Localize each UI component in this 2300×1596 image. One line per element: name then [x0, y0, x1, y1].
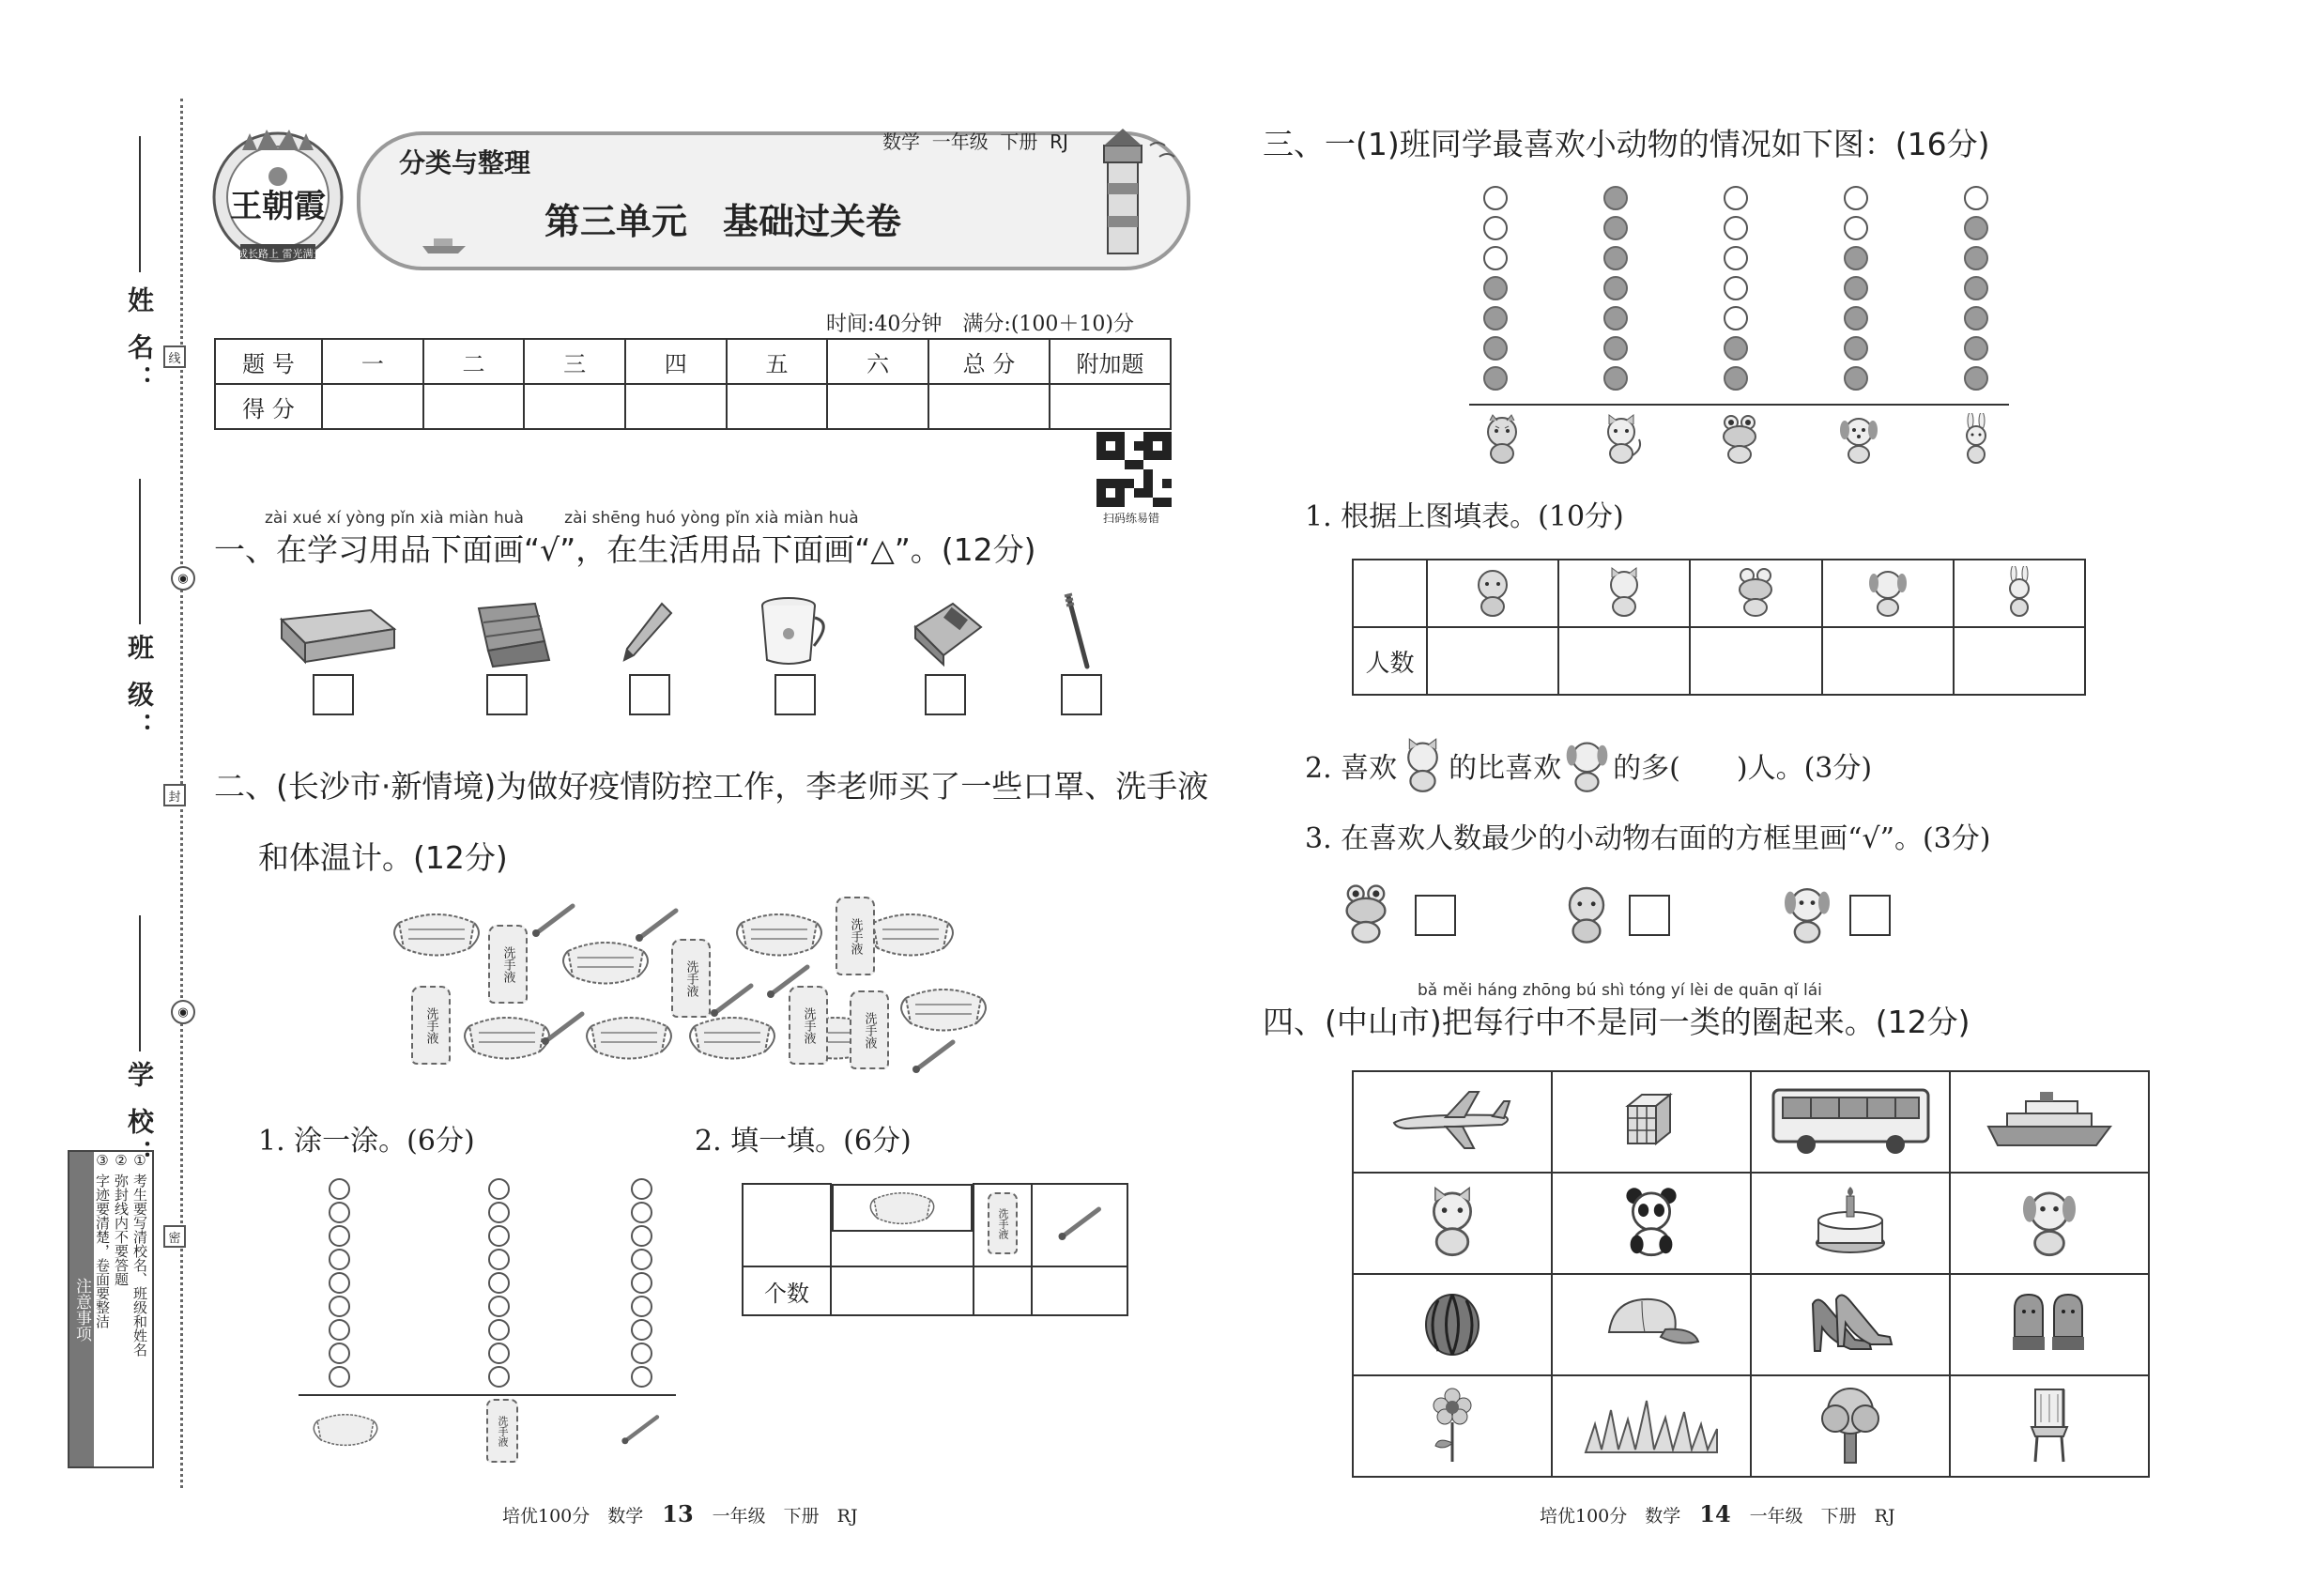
score-row-label: 得 分 — [215, 384, 322, 429]
high-heels-icon — [1803, 1285, 1897, 1360]
dog-icon — [1835, 413, 1882, 465]
cat-icon — [1598, 413, 1645, 465]
notice-item: ③ 字迹要清楚，卷面要整洁 — [94, 1152, 111, 1328]
q2-tally-circle[interactable] — [329, 1296, 350, 1317]
thermometer-icon — [620, 1413, 662, 1446]
thermometer-icon — [1054, 1205, 1106, 1242]
q3-circle-frog — [1724, 366, 1748, 391]
q1-answer-box[interactable] — [774, 674, 816, 715]
q1-answer-box[interactable] — [925, 674, 966, 715]
q3-count-cell[interactable] — [1822, 627, 1954, 695]
q2-sub1: 1. 涂一涂。(6分) — [258, 1125, 475, 1158]
q3-circle-cat — [1603, 336, 1628, 361]
q4-cell-chair[interactable] — [1950, 1375, 2149, 1477]
q4-cell-rubik-cube[interactable] — [1552, 1071, 1751, 1173]
q3-circle-cat — [1603, 306, 1628, 330]
q3-circle-rabbit — [1964, 246, 1988, 270]
q3-table-rabbit — [1954, 560, 2085, 627]
q3-table — [1352, 559, 2086, 696]
bottle-icon: 洗手液 — [836, 897, 875, 975]
pencil-icon — [620, 599, 676, 665]
q4-cell-mittens[interactable] — [1950, 1274, 2149, 1375]
q2-table-corner — [743, 1184, 831, 1266]
frog-icon — [1338, 882, 1394, 944]
q2-count-cell[interactable] — [1032, 1266, 1127, 1315]
score-cell[interactable] — [727, 384, 828, 429]
q3-circle-dog — [1844, 336, 1868, 361]
q4-cell-tree[interactable] — [1751, 1375, 1950, 1477]
school-fill-line[interactable] — [139, 915, 141, 1051]
q3-baseline — [1469, 404, 2009, 406]
q4-cell-grass[interactable] — [1552, 1375, 1751, 1477]
pencil-case-icon — [277, 601, 399, 667]
q3-circle-tiger — [1483, 276, 1508, 300]
ship-icon — [421, 235, 468, 255]
q4-cell-high-heels[interactable] — [1751, 1274, 1950, 1375]
q4-cell-dog[interactable] — [1950, 1173, 2149, 1274]
q3-circle-cat — [1603, 276, 1628, 300]
q3-circle-frog — [1724, 336, 1748, 361]
q2-tally-circle[interactable] — [329, 1225, 350, 1247]
q3-row-label: 人数 — [1353, 627, 1427, 695]
q2-table-mask — [832, 1184, 973, 1232]
bottle-icon: 洗手液 — [850, 990, 889, 1069]
cat-icon — [1397, 737, 1449, 793]
thermometer-icon — [709, 981, 756, 1019]
q2-tally-circle[interactable] — [329, 1249, 350, 1270]
brand-name: 王朝霞 — [230, 188, 326, 225]
score-cell[interactable] — [524, 384, 625, 429]
q3-circle-tiger — [1483, 216, 1508, 240]
q2-count-label: 个数 — [743, 1266, 831, 1315]
score-cell[interactable] — [1050, 384, 1171, 429]
q2-tally-circle[interactable] — [329, 1366, 350, 1388]
q3-circle-rabbit — [1964, 336, 1988, 361]
q2-tally-circle[interactable] — [329, 1202, 350, 1223]
mask-icon — [897, 981, 990, 1037]
seal-mark: ◉ — [171, 566, 195, 591]
q3-count-cell[interactable] — [1954, 627, 2085, 695]
score-cell[interactable] — [928, 384, 1050, 429]
q2-tally-circle[interactable] — [329, 1319, 350, 1341]
footer-grade: 一年级 下册 RJ — [1749, 1506, 1895, 1527]
ship-icon — [1984, 1087, 2115, 1153]
q3-sub3: 3. 在喜欢人数最少的小动物右面的方框里画“√”。(3分) — [1305, 822, 1991, 855]
grass-icon — [1581, 1391, 1722, 1457]
rabbit-icon — [1953, 413, 2000, 465]
dog-icon — [1779, 882, 1835, 944]
q2-circle-columns[interactable] — [300, 1178, 695, 1394]
footer-right — [1540, 1500, 1895, 1527]
cap-icon — [1600, 1290, 1703, 1356]
q1-answer-box[interactable] — [313, 674, 354, 715]
q3-circle-dog — [1844, 246, 1868, 270]
q3-sub2-part1: 2. 喜欢 — [1305, 752, 1398, 785]
time-info: 时间:40分钟 满分:(100＋10)分 — [826, 313, 1134, 336]
q3-circle-rabbit — [1964, 306, 1988, 330]
class-label: 班 级： — [124, 634, 155, 744]
q3-check-box-dog[interactable] — [1849, 895, 1891, 936]
q4-cell-panda[interactable] — [1552, 1173, 1751, 1274]
qr-caption: 扫码练易错 — [1103, 512, 1160, 525]
score-header: 二 — [423, 339, 525, 384]
notice-title: 注意事项 — [69, 1152, 94, 1466]
q4-cell-cake[interactable] — [1751, 1173, 1950, 1274]
seal-mark: ◉ — [171, 1000, 195, 1024]
toothbrush-icon — [1059, 591, 1096, 671]
q2-baseline — [299, 1394, 676, 1396]
q3-circle-dog — [1844, 216, 1868, 240]
q2-tally-circle[interactable] — [329, 1178, 350, 1200]
q3-check-box-frog[interactable] — [1415, 895, 1456, 936]
tiger-icon — [1469, 566, 1516, 618]
q3-circle-dog — [1844, 186, 1868, 210]
q3-circle-frog — [1724, 306, 1748, 330]
q2-tally-circle[interactable] — [488, 1343, 510, 1364]
name-fill-line[interactable] — [139, 136, 141, 272]
thermometer-icon — [634, 906, 681, 944]
notice-item: ② 弥封线内不要答题 — [113, 1152, 130, 1286]
page-title: 第三单元 基础过关卷 — [544, 201, 902, 242]
q3-circle-dog — [1844, 276, 1868, 300]
q2-tally-circle[interactable] — [631, 1178, 652, 1200]
thermometer-icon — [911, 1037, 958, 1075]
towel-icon — [469, 599, 554, 669]
dog-icon — [2016, 1185, 2082, 1258]
q2-tally-circle[interactable] — [488, 1178, 510, 1200]
q1-answer-box[interactable] — [1061, 674, 1102, 715]
page-number: 14 — [1699, 1500, 1731, 1527]
eraser-icon — [906, 599, 986, 669]
mask-icon — [864, 906, 958, 962]
q2-table-bottle — [974, 1184, 1032, 1266]
q3-table-tiger — [1427, 560, 1558, 627]
bottle-icon: 洗手液 — [789, 986, 828, 1065]
q3-circle-dog — [1844, 306, 1868, 330]
tiger-icon — [1558, 882, 1615, 944]
q3-check-box-tiger[interactable] — [1629, 895, 1670, 936]
q3-choice-row — [1338, 878, 1948, 948]
q2-tally-circle[interactable] — [631, 1343, 652, 1364]
q3-pictograph — [1464, 186, 2009, 397]
q3-circle-cat — [1603, 366, 1628, 391]
mittens-icon — [2005, 1285, 2094, 1360]
footer-book: 培优100分 数学 — [502, 1506, 644, 1527]
score-header: 四 — [625, 339, 727, 384]
q2-tally-circle[interactable] — [631, 1272, 652, 1294]
q1-answer-box[interactable] — [486, 674, 528, 715]
q2-tally-circle[interactable] — [631, 1249, 652, 1270]
q3-circle-frog — [1724, 186, 1748, 210]
q3-table-cat — [1558, 560, 1690, 627]
q3-animal-row — [1464, 413, 2009, 469]
score-cell[interactable] — [423, 384, 525, 429]
header-meta: 数学 一年级 下册 RJ — [882, 130, 1068, 153]
q3-circle-cat — [1603, 186, 1628, 210]
score-cell[interactable] — [322, 384, 423, 429]
score-header: 题 号 — [215, 339, 322, 384]
q3-circle-tiger — [1483, 246, 1508, 270]
q3-table-dog — [1822, 560, 1954, 627]
q2-sub2: 2. 填一填。(6分) — [695, 1125, 912, 1158]
q4-cell-ship[interactable] — [1950, 1071, 2149, 1173]
bottle-icon: 洗手液 — [671, 939, 711, 1018]
chair-icon — [2024, 1385, 2076, 1465]
tiger-icon — [1479, 413, 1526, 465]
q3-circle-rabbit — [1964, 276, 1988, 300]
q3-circle-rabbit — [1964, 216, 1988, 240]
q4-pinyin: bǎ měi háng zhōng bú shì tóng yí lèi de quān qǐ lái — [1418, 981, 1822, 1000]
dog-icon — [1561, 737, 1613, 793]
q2-count-table — [742, 1183, 1128, 1316]
bottle-icon: 洗手液 — [488, 925, 528, 1004]
q2-tally-circle[interactable] — [488, 1249, 510, 1270]
rubik-cube-icon — [1618, 1087, 1684, 1153]
q3-circle-tiger — [1483, 306, 1508, 330]
class-fill-line[interactable] — [139, 479, 141, 624]
cup-icon — [756, 594, 836, 669]
q2-tally-circle[interactable] — [488, 1225, 510, 1247]
q2-tally-circle[interactable] — [631, 1225, 652, 1247]
q3-table-frog — [1690, 560, 1821, 627]
score-header: 总 分 — [928, 339, 1050, 384]
score-table — [214, 338, 1172, 430]
thermometer-icon — [765, 962, 812, 1000]
q1-pinyin: zài xué xí yòng pǐn xià miàn huà zài shēng huó yòng pǐn xià miàn huà — [265, 509, 859, 528]
footer-book: 培优100分 数学 — [1540, 1506, 1681, 1527]
mask-icon — [732, 906, 826, 962]
school-label: 学 校： — [124, 1061, 155, 1172]
watermelon-icon — [1419, 1285, 1485, 1360]
notice-items — [94, 1152, 150, 1466]
footer-left — [502, 1500, 858, 1527]
q2-tally-circle[interactable] — [631, 1319, 652, 1341]
cake-icon — [1811, 1185, 1891, 1258]
frog-icon — [1732, 566, 1779, 618]
score-header: 三 — [524, 339, 625, 384]
q3-count-cell[interactable] — [1427, 627, 1558, 695]
panda-icon — [1618, 1185, 1684, 1258]
q3-circle-tiger — [1483, 186, 1508, 210]
brand-slogan: 成长路上 雷光满天 — [238, 248, 324, 260]
mask-icon — [308, 1408, 383, 1450]
bottle-icon: 洗手液 — [988, 1192, 1018, 1254]
q4-cell-airplane[interactable] — [1353, 1071, 1552, 1173]
cat-icon — [1601, 566, 1648, 618]
q4-cell-cap[interactable] — [1552, 1274, 1751, 1375]
q3-circle-tiger — [1483, 366, 1508, 391]
q2-tally-circle[interactable] — [631, 1366, 652, 1388]
name-label: 姓 名： — [124, 286, 155, 397]
q4-cell-bus[interactable] — [1751, 1071, 1950, 1173]
q3-sub2-part2: 的比喜欢 — [1449, 752, 1562, 785]
q1-title: 一、在学习用品下面画“√”，在生活用品下面画“△”。(12分) — [214, 531, 1036, 568]
q4-title: 四、(中山市)把每行中不是同一类的圈起来。(12分) — [1263, 1004, 1970, 1040]
q1-answer-box[interactable] — [629, 674, 670, 715]
q2-count-cell[interactable] — [831, 1266, 974, 1315]
score-cell[interactable] — [625, 384, 727, 429]
q2-tally-circle[interactable] — [329, 1272, 350, 1294]
bottle-icon: 洗手液 — [411, 986, 451, 1065]
thermometer-icon — [530, 901, 577, 939]
flower-icon — [1424, 1385, 1480, 1465]
page-number: 13 — [662, 1500, 694, 1527]
q3-circle-rabbit — [1964, 366, 1988, 391]
q2-tally-circle[interactable] — [488, 1272, 510, 1294]
q2-tally-circle[interactable] — [488, 1366, 510, 1388]
cut-mark-mi: 密 — [163, 1225, 186, 1248]
bottle-icon: 洗手液 — [486, 1399, 518, 1463]
q3-circle-cat — [1603, 246, 1628, 270]
bus-icon — [1769, 1082, 1933, 1158]
lighthouse-icon — [1080, 127, 1183, 263]
notice-box — [68, 1150, 154, 1468]
q2-title-line1: 二、(长沙市·新情境)为做好疫情防控工作，李老师买了一些口罩、洗手液 — [214, 768, 1209, 805]
q4-cell-cat[interactable] — [1353, 1173, 1552, 1274]
cat-icon — [1419, 1185, 1485, 1258]
mask-icon — [582, 1009, 676, 1066]
topic-label: 分类与整理 — [399, 147, 531, 178]
footer-grade: 一年级 下册 RJ — [712, 1506, 858, 1527]
mask-icon — [865, 1187, 940, 1229]
q4-cell-watermelon[interactable] — [1353, 1274, 1552, 1375]
tree-icon — [1813, 1385, 1888, 1465]
cut-mark-feng: 封 — [163, 784, 186, 806]
q2-count-cell[interactable] — [974, 1266, 1032, 1315]
q2-tally-circle[interactable] — [488, 1319, 510, 1341]
dog-icon — [1864, 566, 1911, 618]
q3-count-cell[interactable] — [1558, 627, 1690, 695]
q3-sub1: 1. 根据上图填表。(10分) — [1305, 500, 1624, 533]
frog-icon — [1716, 413, 1763, 465]
q3-circle-cat — [1603, 216, 1628, 240]
q3-table-corner — [1353, 560, 1427, 627]
airplane-icon — [1389, 1087, 1516, 1153]
rabbit-icon — [1996, 566, 2043, 618]
score-header: 附加题 — [1050, 339, 1171, 384]
thermometer-icon — [540, 1009, 587, 1047]
q3-circle-frog — [1724, 246, 1748, 270]
notice-item: ① 考生要写清校名、班级和姓名 — [131, 1152, 148, 1357]
score-header: 六 — [827, 339, 928, 384]
score-header: 五 — [727, 339, 828, 384]
q2-table-thermometer — [1032, 1184, 1127, 1266]
q2-tally-circle[interactable] — [631, 1296, 652, 1317]
q3-title: 三、一(1)班同学最喜欢小动物的情况如下图：(16分) — [1263, 126, 1990, 162]
q2-title-line2: 和体温计。(12分) — [258, 839, 508, 876]
q3-circle-dog — [1844, 366, 1868, 391]
q4-grid — [1352, 1070, 2150, 1478]
q4-cell-flower[interactable] — [1353, 1375, 1552, 1477]
q3-circle-tiger — [1483, 336, 1508, 361]
q3-circle-frog — [1724, 216, 1748, 240]
score-header: 一 — [322, 339, 423, 384]
mask-icon — [390, 906, 483, 962]
q3-circle-rabbit — [1964, 186, 1988, 210]
q2-tally-circle[interactable] — [329, 1343, 350, 1364]
qr-code-icon[interactable] — [1096, 432, 1172, 507]
q3-count-cell[interactable] — [1690, 627, 1821, 695]
q3-circle-frog — [1724, 276, 1748, 300]
q3-sub2-part3: 的多( )人。(3分) — [1613, 752, 1873, 785]
q3-sub2 — [1305, 737, 1872, 793]
q2-tally-circle[interactable] — [488, 1202, 510, 1223]
cut-mark-xian: 线 — [163, 345, 186, 368]
q2-picture — [385, 897, 958, 1075]
q2-tally-circle[interactable] — [631, 1202, 652, 1223]
score-cell[interactable] — [827, 384, 928, 429]
q2-tally-circle[interactable] — [488, 1296, 510, 1317]
